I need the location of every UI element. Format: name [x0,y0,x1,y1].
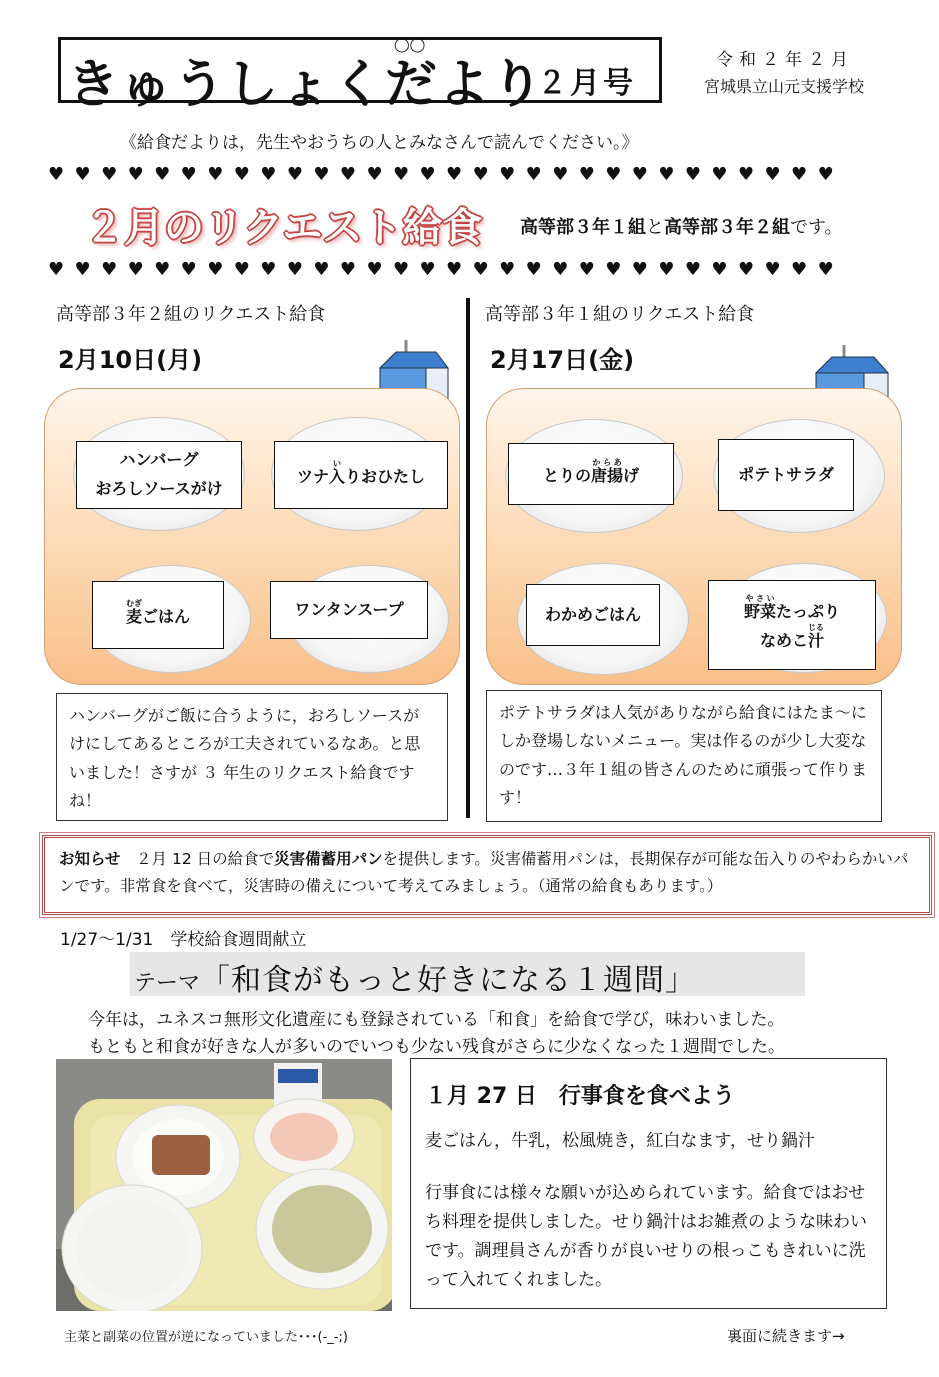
issue-date: 令和２年２月 [716,50,854,70]
left-column-date: 2月10日(月) [58,346,203,374]
week-body-line1: 今年は，ユネスコ無形文化遺産にも登録されている「和食」を給食で学び，味わいました。 [88,1010,785,1030]
intro-text: 《給食だよりは，先生やおうちの人とみなさんで読んでください。》 [120,133,639,153]
menu-item-nameko-jiru: 野菜やさいたっぷり なめこ汁じる [708,580,876,670]
left-column-heading: 高等部３年２組のリクエスト給食 [56,304,326,325]
lunch-week-heading: 1/27～1/31 学校給食週間献立 [60,930,307,950]
day-info-box [410,1058,887,1309]
photo-caption: 主菜と副菜の位置が逆になっていました･･･(-_-;) [64,1330,348,1345]
school-name: 宮城県立山元支援学校 [704,77,865,96]
menu-item-wonton-soup: ワンタンスープ [270,581,428,639]
day-info-menu: 麦ごはん，牛乳，松風焼き，紅白なます，せり鍋汁 [425,1131,815,1151]
heart-divider-bottom: ♥♥♥♥♥♥♥♥♥♥♥♥♥♥♥♥♥♥♥♥♥♥♥♥♥♥♥♥♥♥ [48,259,845,280]
notice-label: お知らせ [59,850,121,868]
menu-item-hamburg: ハンバーグ おろしソースがけ [76,441,242,509]
right-column-heading: 高等部３年１組のリクエスト給食 [485,304,755,325]
right-column-date: 2月17日(金) [490,346,635,374]
lunch-tray-photo [56,1059,392,1311]
issue-label: ２月号 [537,66,636,101]
heart-divider-top: ♥♥♥♥♥♥♥♥♥♥♥♥♥♥♥♥♥♥♥♥♥♥♥♥♥♥♥♥♥♥ [48,164,845,185]
right-comment-box: ポテトサラダは人気がありながら給食にはたま～にしか登場しないメニュー。実は作るのが少し大変なのです…３年１組の皆さんのために頑張って作ります！ [486,690,882,822]
theme-text: テーマ「和食がもっと好きになる１週間」 [134,963,697,998]
column-divider [466,298,470,818]
day-info-title: １月 27 日 行事食を食べよう [425,1084,735,1109]
lunch-photo [56,1059,392,1311]
newsletter-title: きゅうしょくだより [67,55,545,115]
request-title: ２月のリクエスト給食 [84,205,483,251]
menu-item-ohitashi: ツナ入いりおひたし [274,441,448,509]
continue-note: 裏面に続きます→ [727,1327,845,1345]
menu-item-karaage: とりの唐揚からあげ [508,443,674,505]
notice-box: お知らせ ２月 12 日の給食で災害備蓄用パンを提供します。災害備蓄用パンは，長期保存が可能な缶入りのやわらかいパンです。非常食を食べて，災害時の備えについて考えてみましょう。（通常の給食もあります。） [42,835,932,915]
menu-item-wakame-gohan: わかめごはん [526,584,660,646]
title-decoration-icon: ◯◯ [394,37,426,53]
week-body-line2: もともと和食が好きな人が多いのでいつも少ない残食がさらに少なくなった１週間でした。 [88,1037,785,1057]
menu-item-potato-salad: ポテトサラダ [718,439,854,511]
menu-item-mugi-gohan: 麦むぎごはん [92,581,224,649]
day-info-body: 行事食には様々な願いが込められています。給食ではおせち料理を提供しました。せり鍋汁はお雑煮のような味わいです。調理員さんが香りが良いせりの根っこもきれいに洗って入れてくれました。 [425,1183,867,1290]
left-comment-box: ハンバーグがご飯に合うように，おろしソースがけにしてあるところが工夫されているなあ。と思いました！さすが ３ 年生のリクエスト給食ですね！ [56,693,448,821]
newsletter-title-box [58,37,662,115]
request-subtitle: 高等部３年１組と高等部３年２組です。 [520,217,843,238]
